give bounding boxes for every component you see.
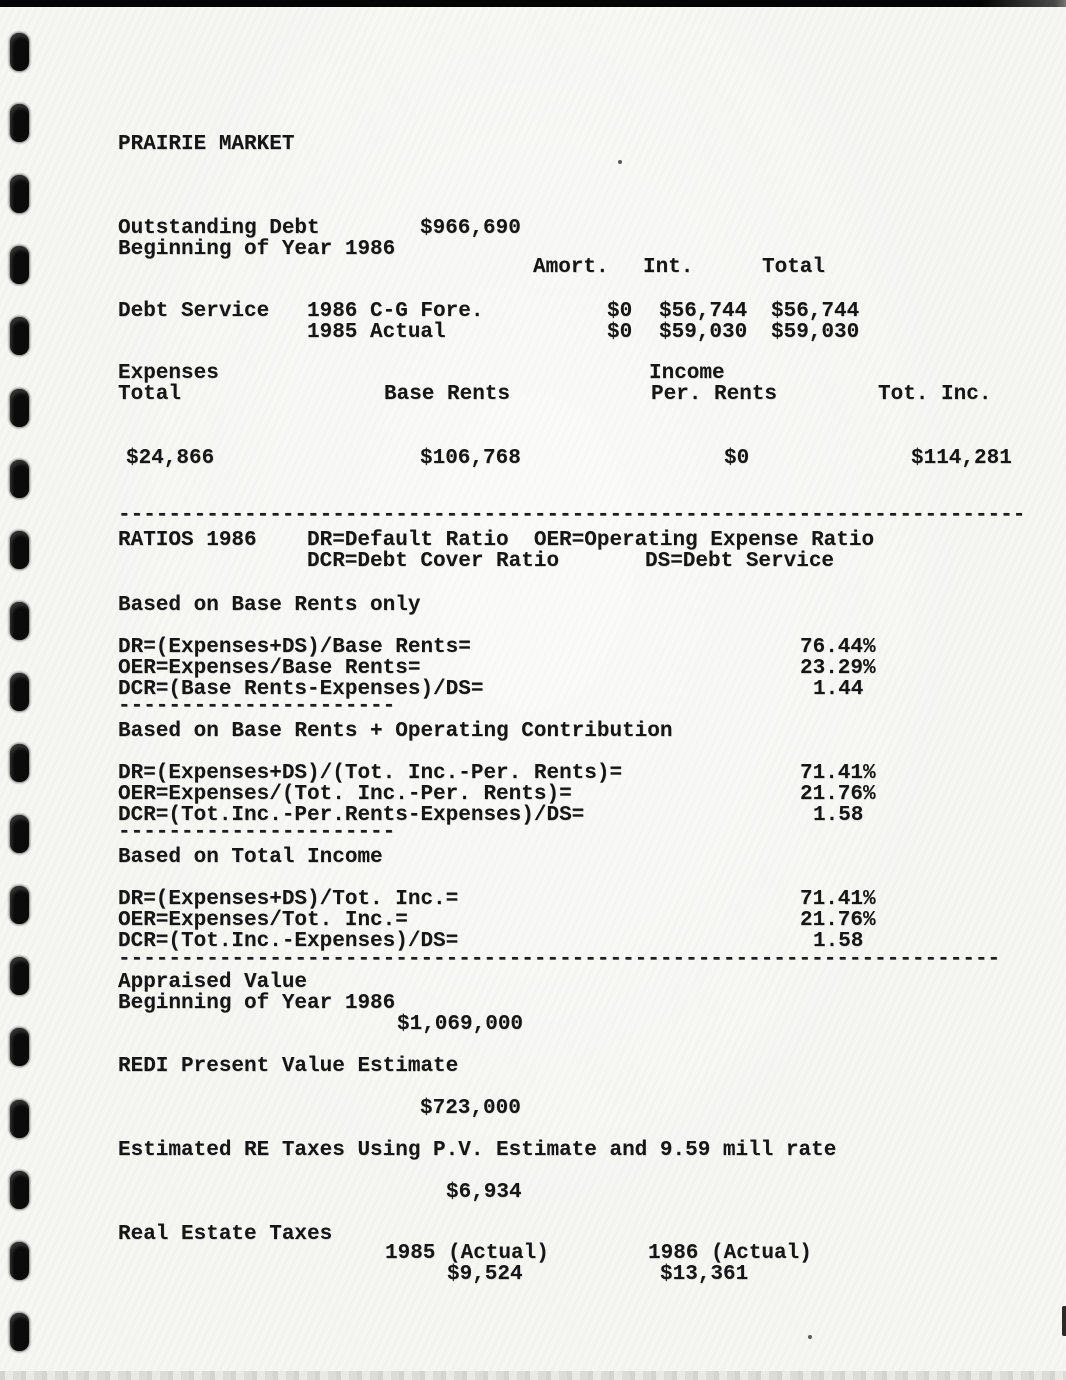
scan-speck: [808, 1335, 812, 1339]
estimated-taxes-value: $6,934: [446, 1181, 522, 1204]
re-taxes-1986-header: 1986 (Actual): [648, 1242, 812, 1265]
debt-service-label: Debt Service: [118, 300, 270, 323]
ratio-formula-dcr-s2: DCR=(Tot.Inc.-Per.Rents-Expenses)/DS=: [118, 804, 585, 827]
binding-hole: [10, 531, 29, 569]
redi-label: REDI Present Value Estimate: [118, 1055, 459, 1078]
ratio-value-oer-s1: 23.29%: [800, 657, 876, 680]
debt-service-total-1985: $59,030: [771, 321, 860, 344]
binding-hole: [10, 602, 29, 640]
debt-service-int-1986: $56,744: [659, 300, 748, 323]
ratio-value-oer-s2: 21.76%: [800, 783, 876, 806]
debt-service-amort-1985: $0: [607, 321, 633, 344]
col-header-int: Int.: [643, 256, 694, 279]
ratio-section-title-s3: Based on Total Income: [118, 846, 383, 869]
binding-hole: [10, 815, 29, 853]
col-header-tot-inc: Tot. Inc.: [878, 383, 992, 406]
estimated-taxes-label: Estimated RE Taxes Using P.V. Estimate and 9.59 mill rate: [118, 1139, 837, 1162]
ratio-value-dr-s2: 71.41%: [800, 762, 876, 785]
ratio-value-dcr-s1: 1.44: [813, 678, 864, 701]
binding-hole: [10, 957, 29, 995]
outstanding-debt-label: Outstanding Debt: [118, 217, 320, 240]
binding-hole: [10, 104, 29, 142]
ratio-formula-oer-s3: OER=Expenses/Tot. Inc.=: [118, 909, 408, 932]
debt-service-amort-1986: $0: [607, 300, 633, 323]
debt-service-row-name-1985: 1985 Actual: [307, 321, 446, 344]
base-rents-value: $106,768: [420, 447, 521, 470]
re-taxes-1985-header: 1985 (Actual): [385, 1242, 549, 1265]
ratio-value-dcr-s3: 1.58: [813, 930, 864, 953]
ratio-formula-dr-s1: DR=(Expenses+DS)/Base Rents=: [118, 636, 471, 659]
scan-edge-right-mark: [1062, 1306, 1066, 1336]
re-taxes-1985-value: $9,524: [447, 1263, 523, 1286]
ratios-legend-ds: DS=Debt Service: [645, 550, 835, 573]
binding-hole: [10, 673, 29, 711]
binding-hole: [10, 1100, 29, 1138]
col-header-per-rents: Per. Rents: [651, 383, 778, 406]
ratio-value-dcr-s2: 1.58: [813, 804, 864, 827]
col-header-amort: Amort.: [533, 256, 609, 279]
col-header-expenses-total: Total: [118, 383, 182, 406]
scan-edge-top: [0, 0, 1066, 7]
ratio-value-dr-s1: 76.44%: [800, 636, 876, 659]
doc-title: PRAIRIE MARKET: [118, 133, 295, 156]
binding-hole: [10, 744, 29, 782]
ratio-formula-dcr-s1: DCR=(Base Rents-Expenses)/DS=: [118, 678, 484, 701]
appraised-value-label: Appraised Value: [118, 971, 308, 994]
binding-hole: [10, 1242, 29, 1280]
appraised-value-sublabel: Beginning of Year 1986: [118, 992, 396, 1015]
ratio-formula-dr-s2: DR=(Expenses+DS)/(Tot. Inc.-Per. Rents)=: [118, 762, 623, 785]
expenses-header: Expenses: [118, 362, 219, 385]
binding-hole: [10, 1028, 29, 1066]
scan-edge-bottom: [0, 1371, 1066, 1380]
income-header: Income: [649, 362, 725, 385]
binding-hole: [10, 460, 29, 498]
ratio-section-title-s2: Based on Base Rents + Operating Contribution: [118, 720, 673, 743]
debt-service-row-name-1986: 1986 C-G Fore.: [307, 300, 484, 323]
tot-inc-value: $114,281: [911, 447, 1012, 470]
ratio-formula-oer-s1: OER=Expenses/Base Rents=: [118, 657, 421, 680]
per-rents-value: $0: [724, 447, 750, 470]
appraised-value-amount: $1,069,000: [397, 1013, 524, 1036]
binding-hole: [10, 1313, 29, 1351]
separator-short: ----------------------: [118, 821, 396, 844]
binding-hole: [10, 389, 29, 427]
re-taxes-1986-value: $13,361: [660, 1263, 749, 1286]
ratios-legend-line1: DR=Default Ratio OER=Operating Expense Ratio: [307, 529, 875, 552]
ratio-value-dr-s3: 71.41%: [800, 888, 876, 911]
ratio-formula-dcr-s3: DCR=(Tot.Inc.-Expenses)/DS=: [118, 930, 459, 953]
ratio-formula-dr-s3: DR=(Expenses+DS)/Tot. Inc.=: [118, 888, 459, 911]
outstanding-debt-sublabel: Beginning of Year 1986: [118, 238, 396, 261]
separator-dashed: ------------------------------------------------------------------------: [118, 504, 1026, 527]
binding-hole: [10, 886, 29, 924]
col-header-base-rents: Base Rents: [384, 383, 511, 406]
ratio-section-title-s1: Based on Base Rents only: [118, 594, 421, 617]
ratios-heading: RATIOS 1986: [118, 529, 257, 552]
ratio-formula-oer-s2: OER=Expenses/(Tot. Inc.-Per. Rents)=: [118, 783, 572, 806]
binding-hole: [10, 317, 29, 355]
expenses-total-value: $24,866: [126, 447, 215, 470]
separator-dashed: ----------------------------------------------------------------------: [118, 948, 1001, 971]
debt-service-int-1985: $59,030: [659, 321, 748, 344]
binding-hole: [10, 246, 29, 284]
binding-hole: [10, 33, 29, 71]
outstanding-debt-value: $966,690: [420, 217, 521, 240]
binding-hole: [10, 175, 29, 213]
ratio-value-oer-s3: 21.76%: [800, 909, 876, 932]
binding-hole: [10, 1171, 29, 1209]
real-estate-taxes-label: Real Estate Taxes: [118, 1223, 333, 1246]
debt-service-total-1986: $56,744: [771, 300, 860, 323]
separator-short: ----------------------: [118, 695, 396, 718]
ratios-legend-dcr: DCR=Debt Cover Ratio: [307, 550, 560, 573]
scan-speck: [618, 160, 622, 164]
redi-value: $723,000: [420, 1097, 521, 1120]
col-header-total: Total: [762, 256, 826, 279]
